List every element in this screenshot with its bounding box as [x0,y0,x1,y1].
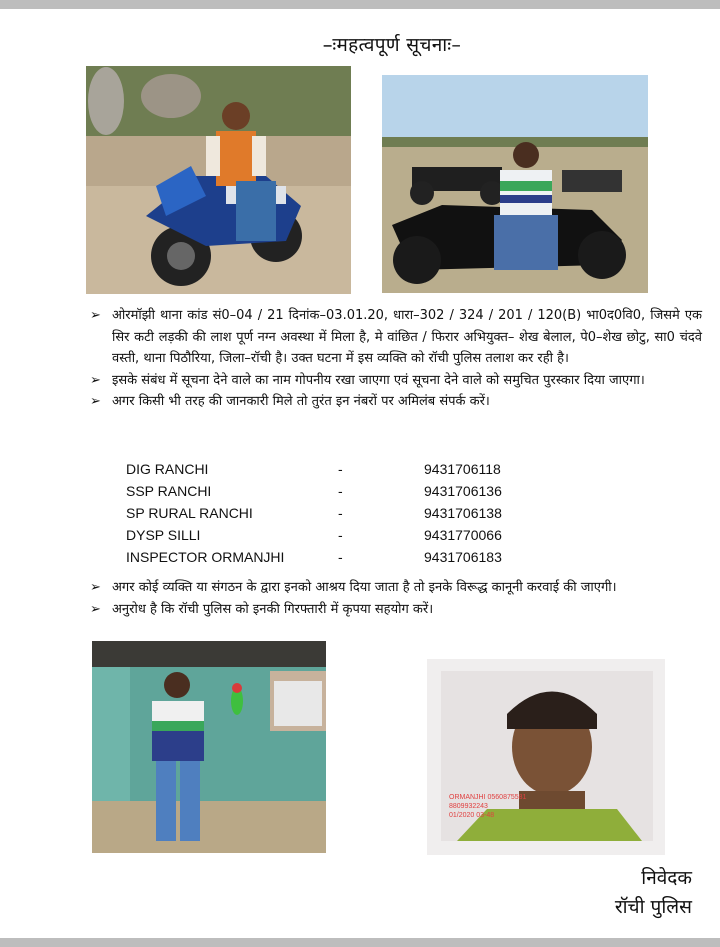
bullet-arrow-icon: ➢ [90,601,101,617]
bullet-text: अगर किसी भी तरह की जानकारी मिले तो तुरंत इन नंबरों पर अमिलंब संपर्क करें। [112,394,490,409]
overlay-line: 8809932243 [449,803,488,810]
bullet-shelter-warning [88,577,702,599]
man-with-parrot-photo [92,641,326,853]
contact-row [126,549,546,571]
contact-separator: - [338,483,343,499]
contact-separator: - [338,461,343,477]
bullet-case-details [88,305,702,370]
bullet-text: अनुरोध है कि रॉची पुलिस को इनकी गिरफ्तारी में कृपया सहयोग करें। [112,601,434,617]
contact-number: 9431706118 [424,461,501,477]
signature-line1: निवेदक [641,867,692,889]
bullet-text: इसके संबंध में सूचना देने वाले का नाम गोपनीय रखा जाएगा एवं सूचना देने वाले को समुचित पुरस्कार दिया जाएगा। [112,372,645,388]
man-face-photo [427,659,665,855]
contact-number: 9431706136 [424,483,502,499]
contact-number: 9431706183 [424,549,502,565]
man-sitting-on-motorcycle-photo [382,75,648,293]
contact-name: DYSP SILLI [126,527,201,543]
contact-row [126,461,546,483]
bullet-contact-intro [88,391,702,413]
contact-row [126,483,546,505]
man-on-motorcycle-photo [86,66,351,294]
photo-overlay-text [449,793,526,820]
notice-bullets-after [88,577,702,620]
bullet-reward [88,370,702,392]
overlay-line: ORMANJHI 0560875581 [449,794,527,801]
contact-number: 9431770066 [424,527,502,543]
contact-name: INSPECTOR ORMANJHI [126,549,285,565]
bullet-arrow-icon: ➢ [90,394,101,409]
contact-row [126,505,546,527]
bullet-arrow-icon: ➢ [90,308,101,323]
contact-row [126,527,546,549]
page-title: –ःमहत्वपूर्ण सूचनाः– [322,34,462,56]
signature-line2: रॉची पुलिस [614,896,692,918]
notice-bullets [88,305,702,413]
contact-separator: - [338,527,343,543]
contact-name: DIG RANCHI [126,461,209,477]
contact-number: 9431706138 [424,505,502,521]
bullet-request [88,599,702,621]
overlay-line: 01/2020 03-48 [449,812,495,819]
contact-name: SP RURAL RANCHI [126,505,253,521]
bullet-text: ओरमॉझी थाना कांड सं0–04 / 21 दिनांक–03.01.20, धारा–302 / 324 / 201 / 120(B) भा0द0वि0, जिसमे एक सिर कटी लड़की की लाश पूर्ण नग्न अवस्था में मिला है, मे वांछित / फिरार अभियुक्त– शेख बेलाल, पे0–शेख छोटु, सा0 चंदवे वस्ती, थाना पिठौरिया, जिला–रॉची है। उक्त घटना में इस व्यक्ति को रॉची पुलिस तलाश कर रही है। [112,308,702,366]
bullet-arrow-icon: ➢ [90,372,101,388]
contact-separator: - [338,549,343,565]
notice-page [0,9,720,938]
contact-separator: - [338,505,343,521]
bullet-text: अगर कोई व्यक्ति या संगठन के द्वारा इनको आश्रय दिया जाता है तो इनके विरूद्ध कानूनी करवाई की जाएगी। [112,580,617,595]
bullet-arrow-icon: ➢ [90,580,101,595]
contact-name: SSP RANCHI [126,483,212,499]
